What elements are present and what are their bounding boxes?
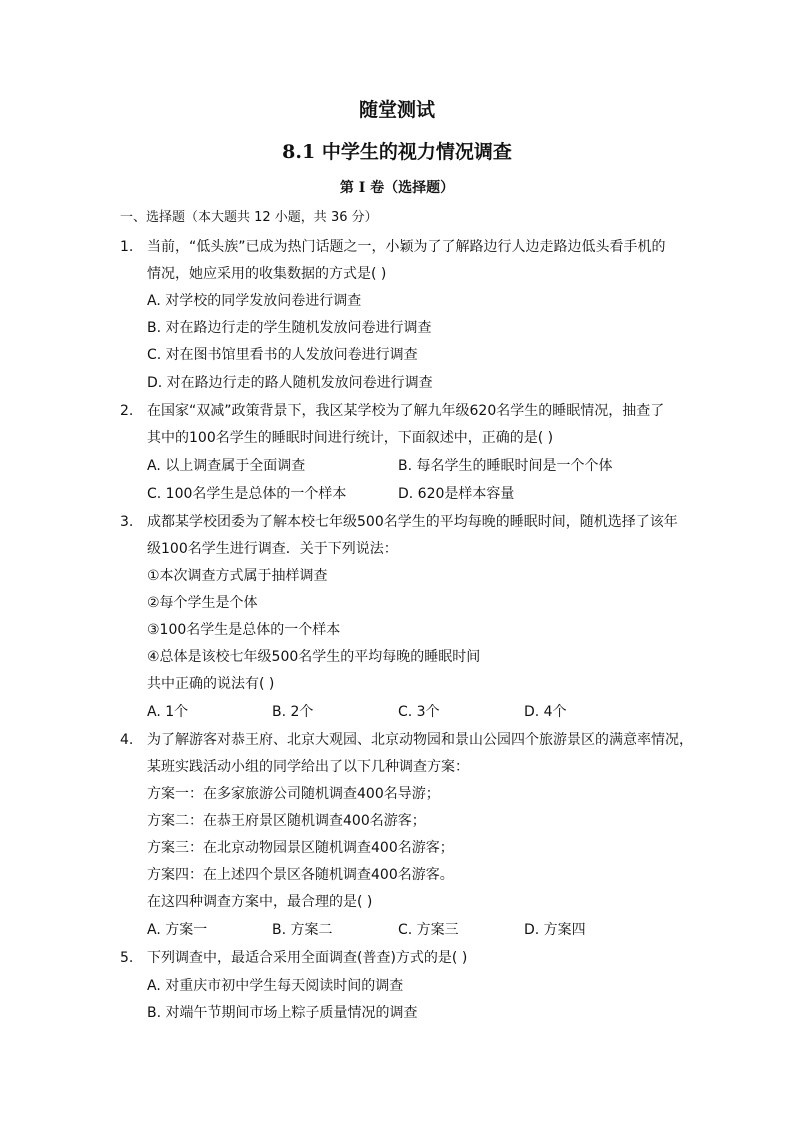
question-stem: 情况，她应采用的收集数据的方式是( ) — [147, 266, 387, 282]
statement: 方案四：在上述四个景区各随机调查400名游客。 — [147, 867, 454, 883]
question-stem: 某班实践活动小组的同学给出了以下几种调查方案： — [147, 759, 469, 775]
option-c: C. 对在图书馆里看书的人发放问卷进行调查 — [147, 347, 418, 363]
page-title: 随堂测试 — [358, 99, 435, 121]
statement: ②每个学生是个体 — [147, 595, 258, 611]
option-d: D. 620是样本容量 — [398, 486, 515, 502]
option-d: D. 方案四 — [524, 922, 586, 938]
option-a: A. 对重庆市初中学生每天阅读时间的调查 — [147, 978, 404, 994]
question-stem: 级100名学生进行调查．关于下列说法： — [147, 541, 398, 557]
statement: ③100名学生是总体的一个样本 — [147, 622, 341, 638]
question-number: 4. — [120, 732, 134, 748]
question-prompt: 在这四种调查方案中，最合理的是( ) — [147, 894, 373, 910]
question-stem: 为了解游客对恭王府、北京大观园、北京动物园和景山公园四个旅游景区的满意率情况， — [147, 732, 693, 748]
question-stem: 其中的100名学生的睡眠时间进行统计，下面叙述中，正确的是( ) — [147, 430, 554, 446]
question-number: 3. — [120, 514, 134, 530]
option-a: A. 1个 — [147, 704, 189, 720]
option-b: B. 方案二 — [272, 922, 333, 938]
question-prompt: 共中正确的说法有( ) — [147, 676, 275, 692]
question-stem: 成都某学校团委为了解本校七年级500名学生的平均每晚的睡眠时间，随机选择了该年 — [147, 514, 678, 530]
statement: ①本次调查方式属于抽样调查 — [147, 568, 328, 584]
option-b: B. 每名学生的睡眠时间是一个个体 — [398, 458, 613, 474]
option-b: B. 2个 — [272, 704, 314, 720]
statement: ④总体是该校七年级500名学生的平均每晚的睡眠时间 — [147, 649, 481, 665]
option-c: C. 100名学生是总体的一个样本 — [147, 486, 347, 502]
section-heading: 一、选择题（本大题共 12 小题，共 36 分） — [120, 210, 378, 225]
option-a: A. 方案一 — [147, 922, 208, 938]
question-stem: 在国家“双减”政策背景下，我区某学校为了解九年级620名学生的睡眠情况，抽查了 — [147, 403, 665, 419]
question-stem: 当前，“低头族”已成为热门话题之一，小颖为了了解路边行人边走路边低头看手机的 — [147, 239, 666, 255]
option-c: C. 方案三 — [398, 922, 459, 938]
option-a: A. 以上调查属于全面调查 — [147, 458, 306, 474]
page-subtitle: 8.1 中学生的视力情况调查 — [282, 141, 512, 163]
option-d: D. 对在路边行走的路人随机发放问卷进行调查 — [147, 375, 433, 391]
statement: 方案三：在北京动物园景区随机调查400名游客； — [147, 840, 454, 856]
question-stem: 下列调查中，最适合采用全面调查(普查)方式的是( ) — [147, 950, 468, 966]
question-number: 2. — [120, 403, 134, 419]
option-d: D. 4个 — [524, 704, 567, 720]
question-number: 1. — [120, 239, 134, 255]
part-heading: 第 I 卷（选择题） — [339, 180, 455, 196]
option-c: C. 3个 — [398, 704, 440, 720]
option-b: B. 对在路边行走的学生随机发放问卷进行调查 — [147, 320, 432, 336]
question-number: 5. — [120, 950, 134, 966]
option-a: A. 对学校的同学发放问卷进行调查 — [147, 293, 362, 309]
statement: 方案一：在多家旅游公司随机调查400名导游； — [147, 786, 440, 802]
option-b: B. 对端午节期间市场上粽子质量情况的调查 — [147, 1005, 418, 1021]
statement: 方案二：在恭王府景区随机调查400名游客； — [147, 813, 426, 829]
